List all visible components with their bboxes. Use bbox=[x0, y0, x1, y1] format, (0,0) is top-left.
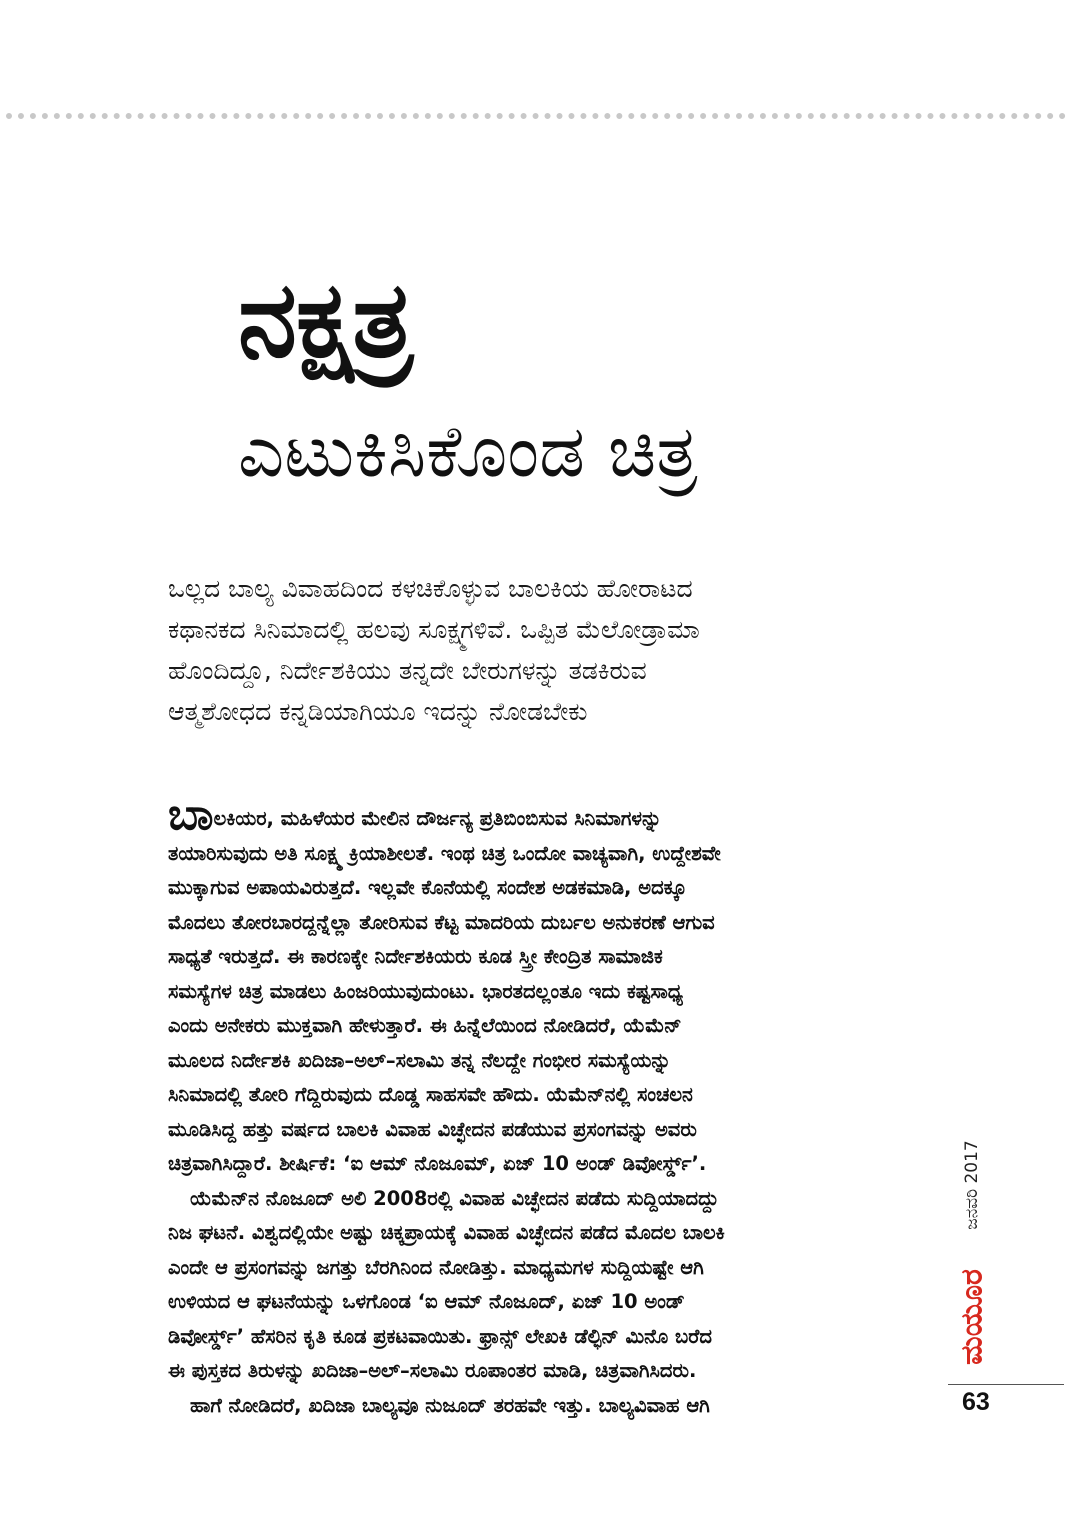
headline-main: ನಕ್ಷತ್ರ bbox=[238, 258, 413, 381]
body-line: ಮೂಲದ ನಿರ್ದೇಶಕಿ ಖದಿಜಾ–ಅಲ್–ಸಲಾಮಿ ತನ್ನ ನೆಲದ್ದೇ ಗಂಭೀರ ಸಮಸ್ಯೆಯನ್ನು bbox=[168, 1048, 672, 1072]
body-line: ಮುಕ್ಕಾಗುವ ಅಪಾಯವಿರುತ್ತದೆ. ಇಲ್ಲವೇ ಕೊನೆಯಲ್ಲಿ ಸಂದೇಶ ಅಡಕಮಾಡಿ, ಅದಕ್ಕೂ bbox=[168, 876, 687, 899]
body-line: ಈ ಪುಸ್ತಕದ ತಿರುಳನ್ನು ಖದಿಜಾ–ಅಲ್–ಸಲಾಮಿ ರೂಪಾಂತರ ಮಾಡಿ, ಚಿತ್ರವಾಗಿಸಿದರು. bbox=[168, 1359, 697, 1382]
standfirst bbox=[168, 568, 908, 732]
body-line: ಸಿನಿಮಾದಲ್ಲಿ ತೋರಿ ಗೆದ್ದಿರುವುದು ದೊಡ್ಡ ಸಾಹಸವೇ ಹೌದು. ಯೆಮೆನ್‌ನಲ್ಲಿ ಸಂಚಲನ bbox=[168, 1083, 693, 1106]
standfirst-line: ಆತ್ಮಶೋಧದ ಕನ್ನಡಿಯಾಗಿಯೂ ಇದನ್ನು ನೋಡಬೇಕು bbox=[168, 697, 588, 726]
body-line: ಉಳಿಯದ ಆ ಘಟನೆಯನ್ನು ಒಳಗೊಂಡ ‘ಐ ಆಮ್ ನೊಜೂದ್, ಏಜ್ 10 ಅಂಡ್ bbox=[168, 1290, 685, 1313]
body-line: ಮೊದಲು ತೋರಬಾರದ್ದನ್ನೆಲ್ಲಾ ತೋರಿಸುವ ಕೆಟ್ಟ ಮಾದರಿಯ ದುರ್ಬಲ ಅನುಕರಣೆ ಆಗುವ bbox=[168, 910, 715, 934]
standfirst-line: ಒಲ್ಲದ ಬಾಲ್ಯ ವಿವಾಹದಿಂದ ಕಳಚಿಕೊಳ್ಳುವ ಬಾಲಕಿಯ ಹೋರಾಟದ bbox=[168, 574, 693, 603]
article-body bbox=[168, 789, 928, 1423]
magazine-logo bbox=[954, 1262, 990, 1372]
standfirst-line: ಹೊಂದಿದ್ದೂ, ನಿರ್ದೇಶಕಿಯು ತನ್ನದೇ ಬೇರುಗಳನ್ನು ತಡಕಿರುವ bbox=[168, 656, 647, 685]
body-line: ಎಂದೇ ಆ ಪ್ರಸಂಗವನ್ನು ಜಗತ್ತು ಬೆರಗಿನಿಂದ ನೋಡಿತ್ತು. ಮಾಧ್ಯಮಗಳ ಸುದ್ದಿಯಷ್ಟೇ ಆಗಿ bbox=[168, 1255, 704, 1279]
body-line-para-start: ಯೆಮೆನ್‌ನ ನೊಜೂದ್ ಅಲಿ 2008ರಲ್ಲಿ ವಿವಾಹ ವಿಚ್ಛೇದನ ಪಡೆದು ಸುದ್ದಿಯಾದದ್ದು bbox=[190, 1186, 719, 1210]
body-line: ತಯಾರಿಸುವುದು ಅತಿ ಸೂಕ್ಷ್ಮ ಕ್ರಿಯಾಶೀಲತೆ. ಇಂಥ ಚಿತ್ರ ಒಂದೋ ವಾಚ್ಯವಾಗಿ, ಉದ್ದೇಶವೇ bbox=[168, 841, 721, 865]
headline-sub: ಎಟುಕಿಸಿಕೊಂಡ ಚಿತ್ರ bbox=[238, 409, 698, 493]
page-number: 63 bbox=[962, 1388, 990, 1416]
issue-date-text: ಜನವರಿ 2017 bbox=[962, 1140, 982, 1230]
body-line: ಡಿವೋರ್ಸ್ಡ್’ ಹೆಸರಿನ ಕೃತಿ ಕೂಡ ಪ್ರಕಟವಾಯಿತು. ಫ್ರಾನ್ಸ್ ಲೇಖಕಿ ಡೆಲ್ಫಿನ್ ಮಿನೊ ಬರೆದ bbox=[168, 1324, 712, 1348]
body-line-first bbox=[168, 789, 928, 840]
body-line: ಸಾಧ್ಯತೆ ಇರುತ್ತದೆ. ಈ ಕಾರಣಕ್ಕೇ ನಿರ್ದೇಶಕಿಯರು ಕೂಡ ಸ್ತ್ರೀ ಕೇಂದ್ರಿತ ಸಾಮಾಜಿಕ bbox=[168, 945, 663, 968]
body-line: ಮೂಡಿಸಿದ್ದ ಹತ್ತು ವರ್ಷದ ಬಾಲಕಿ ವಿವಾಹ ವಿಚ್ಛೇದನ ಪಡೆಯುವ ಪ್ರಸಂಗವನ್ನು ಅವರು bbox=[168, 1117, 697, 1141]
issue-date bbox=[962, 1115, 982, 1255]
standfirst-line: ಕಥಾನಕದ ಸಿನಿಮಾದಲ್ಲಿ ಹಲವು ಸೂಕ್ಷ್ಮಗಳಿವೆ. ಒಪ್ಪಿತ ಮೆಲೋಡ್ರಾಮಾ bbox=[168, 615, 700, 644]
dotted-divider bbox=[6, 113, 1066, 119]
body-line: ಎಂದು ಅನೇಕರು ಮುಕ್ತವಾಗಿ ಹೇಳುತ್ತಾರೆ. ಈ ಹಿನ್ನೆಲೆಯಿಂದ ನೋಡಿದರೆ, ಯೆಮೆನ್ bbox=[168, 1014, 682, 1037]
body-line-para-start: ಹಾಗೆ ನೋಡಿದರೆ, ಖದಿಜಾ ಬಾಲ್ಯವೂ ನುಜೂದ್ ತರಹವೇ ಇತ್ತು. ಬಾಲ್ಯವಿವಾಹ ಆಗಿ bbox=[190, 1393, 710, 1417]
body-line-text: ಲಕಿಯರ, ಮಹಿಳೆಯರ ಮೇಲಿನ ದೌರ್ಜನ್ಯ ಪ್ರತಿಬಿಂಬಿಸುವ ಸಿನಿಮಾಗಳನ್ನು bbox=[213, 807, 662, 830]
magazine-logo-text: ಮಯೂರ bbox=[954, 1269, 990, 1365]
body-line: ಚಿತ್ರವಾಗಿಸಿದ್ದಾರೆ. ಶೀರ್ಷಿಕೆ: ‘ಐ ಆಮ್ ನೊಜೂಮ್, ಏಜ್ 10 ಅಂಡ್ ಡಿವೋರ್ಸ್ಡ್’. bbox=[168, 1152, 707, 1175]
body-line: ಸಮಸ್ಯೆಗಳ ಚಿತ್ರ ಮಾಡಲು ಹಿಂಜರಿಯುವುದುಂಟು. ಭಾರತದಲ್ಲಂತೂ ಇದು ಕಷ್ಟಸಾಧ್ಯ bbox=[168, 979, 683, 1003]
page-number-rule bbox=[948, 1384, 1064, 1385]
body-line: ನಿಜ ಘಟನೆ. ವಿಶ್ವದಲ್ಲಿಯೇ ಅಷ್ಟು ಚಿಕ್ಕಪ್ರಾಯಕ್ಕೆ ವಿವಾಹ ವಿಚ್ಛೇದನ ಪಡೆದ ಮೊದಲ ಬಾಲಕಿ bbox=[168, 1221, 725, 1244]
drop-cap: ಬಾ bbox=[168, 789, 214, 840]
